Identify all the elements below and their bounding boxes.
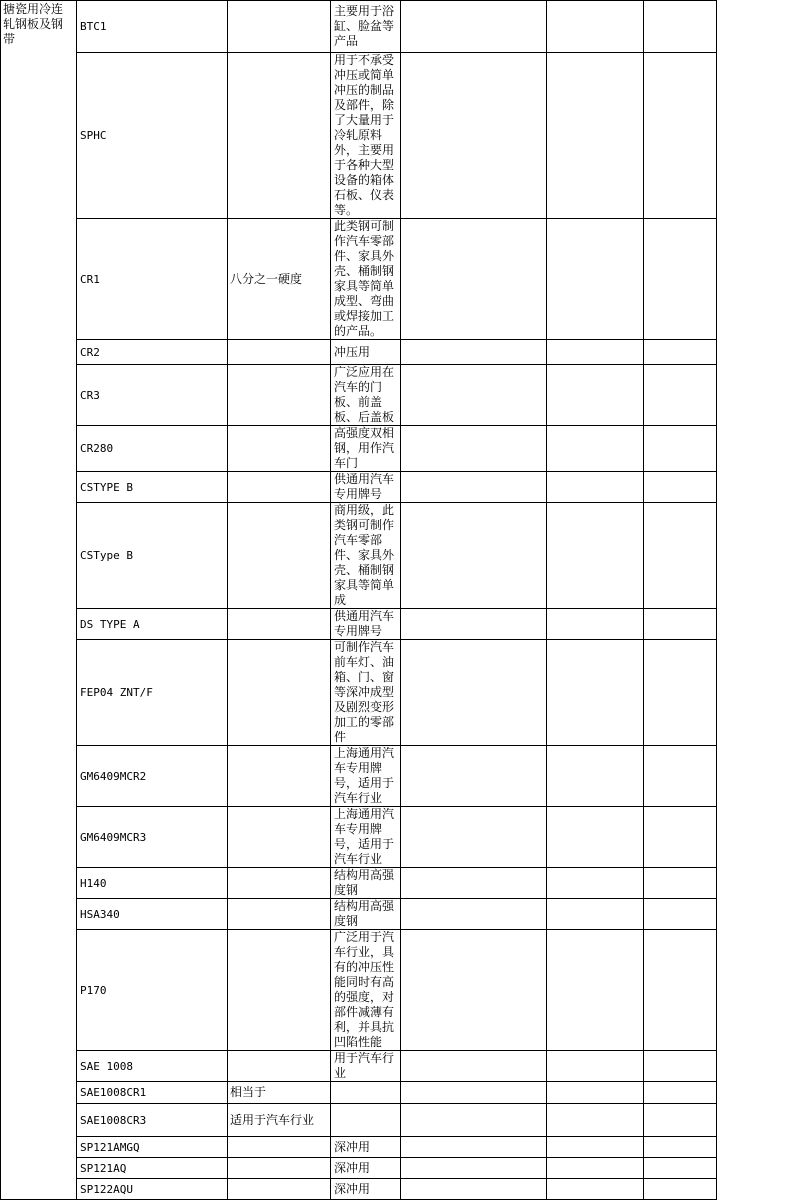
usage-cell: 供通用汽车专用牌号 <box>331 472 401 503</box>
table-row <box>1 1 790 53</box>
empty-cell <box>547 365 644 426</box>
grade-cell: SP121AQ <box>77 1158 228 1179</box>
note-cell <box>228 340 331 365</box>
usage-cell: 广泛用于汽车行业，具有的冲压性能同时有高的强度，对部件减薄有利，并具抗凹陷性能 <box>331 930 401 1051</box>
note-cell <box>228 1 331 53</box>
grade-cell: DS TYPE A <box>77 609 228 640</box>
grade-cell: SAE1008CR1 <box>77 1082 228 1104</box>
empty-cell <box>644 426 717 472</box>
table-row <box>1 868 790 899</box>
empty-cell <box>547 503 644 609</box>
empty-cell <box>644 503 717 609</box>
usage-cell: 冲压用 <box>331 340 401 365</box>
empty-cell <box>644 1137 717 1158</box>
empty-cell <box>401 899 547 930</box>
table-row <box>1 1082 790 1104</box>
empty-cell <box>547 1051 644 1082</box>
grade-cell: P170 <box>77 930 228 1051</box>
table-row <box>1 365 790 426</box>
note-cell: 八分之一硬度 <box>228 219 331 340</box>
grade-cell: GM6409MCR2 <box>77 746 228 807</box>
table-row <box>1 472 790 503</box>
empty-cell <box>401 1158 547 1179</box>
note-cell <box>228 1158 331 1179</box>
table-row <box>1 1137 790 1158</box>
note-cell <box>228 899 331 930</box>
table-row <box>1 899 790 930</box>
empty-cell <box>401 1137 547 1158</box>
category-cell: 搪瓷用冷连轧钢板及钢带 <box>1 1 77 1200</box>
note-cell <box>228 930 331 1051</box>
empty-cell <box>401 930 547 1051</box>
table-row <box>1 807 790 868</box>
note-cell <box>228 365 331 426</box>
empty-cell <box>547 640 644 746</box>
empty-cell <box>401 1082 547 1104</box>
grade-cell: CSTYPE B <box>77 472 228 503</box>
empty-cell <box>644 219 717 340</box>
empty-cell <box>401 807 547 868</box>
usage-cell <box>331 1104 401 1137</box>
note-cell <box>228 53 331 219</box>
usage-cell: 用于汽车行业 <box>331 1051 401 1082</box>
usage-cell: 深冲用 <box>331 1158 401 1179</box>
table-row <box>1 930 790 1051</box>
note-cell: 适用于汽车行业 <box>228 1104 331 1137</box>
note-cell <box>228 1051 331 1082</box>
table-row <box>1 1104 790 1137</box>
table-row <box>1 219 790 340</box>
empty-cell <box>401 472 547 503</box>
table-row <box>1 340 790 365</box>
note-cell <box>228 472 331 503</box>
table-row <box>1 1158 790 1179</box>
usage-cell: 结构用高强度钢 <box>331 899 401 930</box>
empty-cell <box>644 609 717 640</box>
table-row <box>1 640 790 746</box>
empty-cell <box>547 609 644 640</box>
usage-cell: 上海通用汽车专用牌号，适用于汽车行业 <box>331 807 401 868</box>
table-row <box>1 426 790 472</box>
empty-cell <box>644 930 717 1051</box>
empty-cell <box>401 640 547 746</box>
table-row <box>1 1051 790 1082</box>
empty-cell <box>401 1 547 53</box>
note-cell <box>228 1137 331 1158</box>
usage-cell: 深冲用 <box>331 1179 401 1200</box>
usage-cell: 可制作汽车前车灯、油箱、门、窗等深冲成型及剧烈变形加工的零部件 <box>331 640 401 746</box>
empty-cell <box>547 868 644 899</box>
empty-cell <box>644 365 717 426</box>
empty-cell <box>401 868 547 899</box>
empty-cell <box>401 503 547 609</box>
table-row <box>1 53 790 219</box>
grade-cell: H140 <box>77 868 228 899</box>
empty-cell <box>547 1179 644 1200</box>
empty-cell <box>547 426 644 472</box>
table-row <box>1 609 790 640</box>
grade-cell: GM6409MCR3 <box>77 807 228 868</box>
usage-cell: 此类钢可制作汽车零部件、家具外壳、桶制钢家具等简单成型、弯曲或焊接加工的产品。 <box>331 219 401 340</box>
empty-cell <box>547 1137 644 1158</box>
empty-cell <box>547 472 644 503</box>
empty-cell <box>547 340 644 365</box>
empty-cell <box>644 1158 717 1179</box>
empty-cell <box>401 1051 547 1082</box>
table-row <box>1 503 790 609</box>
empty-cell <box>644 1051 717 1082</box>
empty-cell <box>401 53 547 219</box>
grade-cell: CR2 <box>77 340 228 365</box>
grade-cell: SAE 1008 <box>77 1051 228 1082</box>
grade-cell: BTC1 <box>77 1 228 53</box>
empty-cell <box>401 426 547 472</box>
table-row <box>1 746 790 807</box>
empty-cell <box>547 53 644 219</box>
empty-cell <box>644 1179 717 1200</box>
grade-cell: SPHC <box>77 53 228 219</box>
grade-cell: SP122AQU <box>77 1179 228 1200</box>
empty-cell <box>644 899 717 930</box>
note-cell <box>228 503 331 609</box>
empty-cell <box>401 1179 547 1200</box>
empty-cell <box>644 1104 717 1137</box>
empty-cell <box>644 1 717 53</box>
empty-cell <box>547 807 644 868</box>
grade-cell: SP121AMGQ <box>77 1137 228 1158</box>
empty-cell <box>547 899 644 930</box>
usage-cell: 主要用于浴缸、脸盆等产品 <box>331 1 401 53</box>
grade-cell: SAE1008CR3 <box>77 1104 228 1137</box>
grade-cell: CR280 <box>77 426 228 472</box>
empty-cell <box>547 1158 644 1179</box>
empty-cell <box>401 609 547 640</box>
empty-cell <box>644 807 717 868</box>
empty-cell <box>644 746 717 807</box>
grade-cell: CR3 <box>77 365 228 426</box>
empty-cell <box>644 472 717 503</box>
empty-cell <box>547 1104 644 1137</box>
empty-cell <box>644 640 717 746</box>
empty-cell <box>401 1104 547 1137</box>
note-cell <box>228 807 331 868</box>
empty-cell <box>644 340 717 365</box>
note-cell <box>228 746 331 807</box>
note-cell <box>228 868 331 899</box>
usage-cell: 上海通用汽车专用牌号，适用于汽车行业 <box>331 746 401 807</box>
note-cell <box>228 640 331 746</box>
empty-cell <box>401 340 547 365</box>
usage-cell <box>331 1082 401 1104</box>
empty-cell <box>401 746 547 807</box>
note-cell <box>228 426 331 472</box>
empty-cell <box>547 1082 644 1104</box>
empty-cell <box>644 1082 717 1104</box>
empty-cell <box>547 746 644 807</box>
grade-cell: HSA340 <box>77 899 228 930</box>
grade-cell: CSType B <box>77 503 228 609</box>
empty-cell <box>644 868 717 899</box>
empty-cell <box>547 219 644 340</box>
usage-cell: 广泛应用在汽车的门板、前盖板、后盖板 <box>331 365 401 426</box>
empty-cell <box>547 1 644 53</box>
note-cell: 相当于 <box>228 1082 331 1104</box>
empty-cell <box>547 930 644 1051</box>
empty-cell <box>401 219 547 340</box>
note-cell <box>228 609 331 640</box>
usage-cell: 商用级，此类钢可制作汽车零部件、家具外壳、桶制钢家具等简单成 <box>331 503 401 609</box>
empty-cell <box>401 365 547 426</box>
grade-cell: CR1 <box>77 219 228 340</box>
note-cell <box>228 1179 331 1200</box>
usage-cell: 深冲用 <box>331 1137 401 1158</box>
usage-cell: 用于不承受冲压或简单冲压的制品及部件，除了大量用于冷轧原料外，主要用于各种大型设备的箱体石板、仪表等。 <box>331 53 401 219</box>
grade-cell: FEP04 ZNT/F <box>77 640 228 746</box>
usage-cell: 供通用汽车专用牌号 <box>331 609 401 640</box>
usage-cell: 结构用高强度钢 <box>331 868 401 899</box>
usage-cell: 高强度双相钢，用作汽车门 <box>331 426 401 472</box>
table-row <box>1 1179 790 1200</box>
table-body <box>1 1 790 1200</box>
empty-cell <box>644 53 717 219</box>
